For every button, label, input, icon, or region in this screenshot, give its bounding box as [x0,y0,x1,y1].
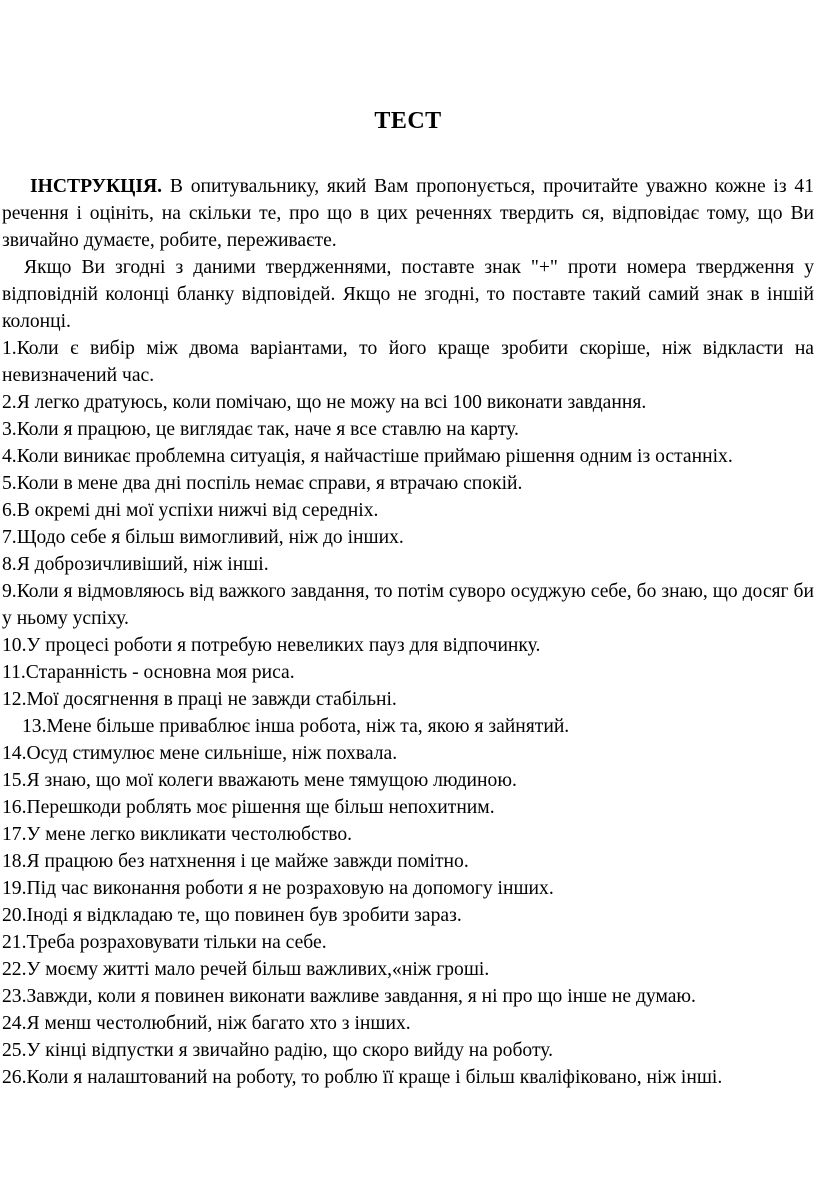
list-item: 5.Коли в мене два дні поспіль немає справи, я втрачаю спокій. [2,473,523,494]
instruction-paragraph [2,173,814,254]
list-item: 23.Завжди, коли я повинен виконати важливе завдання, я ні про що інше не думаю. [2,986,696,1007]
list-item: 26.Коли я налаштований на роботу, то роблю її краще і більш кваліфіковано, ніж інші. [2,1067,723,1088]
list-item: 10.У процесі роботи я потребую невеликих пауз для відпочинку. [2,635,541,656]
list-item: 7.Щодо себе я більш вимогливий, ніж до інших. [2,527,404,548]
list-item: 16.Перешкоди роблять моє рішення ще більш непохитним. [2,797,495,818]
instruction-text: В опитувальнику, який Вам пропонується, прочитайте уважно кожне із 41 речення і оцініть, на скільки те, про що в цих реченнях твердить ся, відповідає тому, що Ви звичайно думаєте, робите, переживаєте. [2,176,814,251]
list-item: 6.В окремі дні мої успіхи нижчі від середніх. [2,500,379,521]
list-item: 12.Мої досягнення в праці не завжди стабільні. [2,689,397,710]
list-item: 1.Коли є вибір між двома варіантами, то його краще зробити скоріше, ніж відкласти на невизначений час. [2,338,814,386]
list-item: 8.Я доброзичливіший, ніж інші. [2,554,269,575]
list-item: 20.Іноді я відкладаю те, що повинен був зробити зараз. [2,905,462,926]
list-item: 24.Я менш честолюбний, ніж багато хто з інших. [2,1013,411,1034]
list-item: 17.У мене легко викликати честолюбство. [2,824,353,845]
list-item: 25.У кінці відпустки я звичайно радію, що скоро вийду на роботу. [2,1040,553,1061]
list-item: 13.Мене більше приваблює інша робота, ніж та, якою я зайнятий. [22,716,570,737]
instruction-label: ІНСТРУКЦІЯ. [30,176,163,197]
list-item: 15.Я знаю, що мої колеги вважають мене тямущою людиною. [2,770,517,791]
document-body [2,173,814,1091]
list-item: 4.Коли виникає проблемна ситуація, я найчастіше приймаю рішення одним із останніх. [2,446,733,467]
list-item: 18.Я працюю без натхнення і це майже завжди помітно. [2,851,469,872]
list-item: 22.У моєму житті мало речей більш важливих,«ніж гроші. [2,959,490,980]
page-title: ТЕСТ [374,108,442,134]
list-item: 21.Треба розраховувати тільки на себе. [2,932,327,953]
list-item: 3.Коли я працюю, це виглядає так, наче я все ставлю на карту. [2,419,519,440]
list-item: 19.Під час виконання роботи я не розраховую на допомогу інших. [2,878,554,899]
list-item: 14.Осуд стимулює мене сильніше, ніж похвала. [2,743,398,764]
list-item: 2.Я легко дратуюсь, коли помічаю, що не можу на всі 100 виконати завдання. [2,392,647,413]
instruction-second-paragraph: Якщо Ви згодні з даними твердженнями, поставте знак "+" проти номера твердження у відповідній колонці бланку відповідей. Якщо не згодні, то поставте такий самий знак в іншій колонці. [2,257,814,332]
list-item: 11.Старанність - основна моя риса. [2,662,295,683]
list-item: 9.Коли я відмовляюсь від важкого завдання, то потім суворо осуджую себе, бо знаю, що досяг би у ньому успіху. [2,581,814,629]
